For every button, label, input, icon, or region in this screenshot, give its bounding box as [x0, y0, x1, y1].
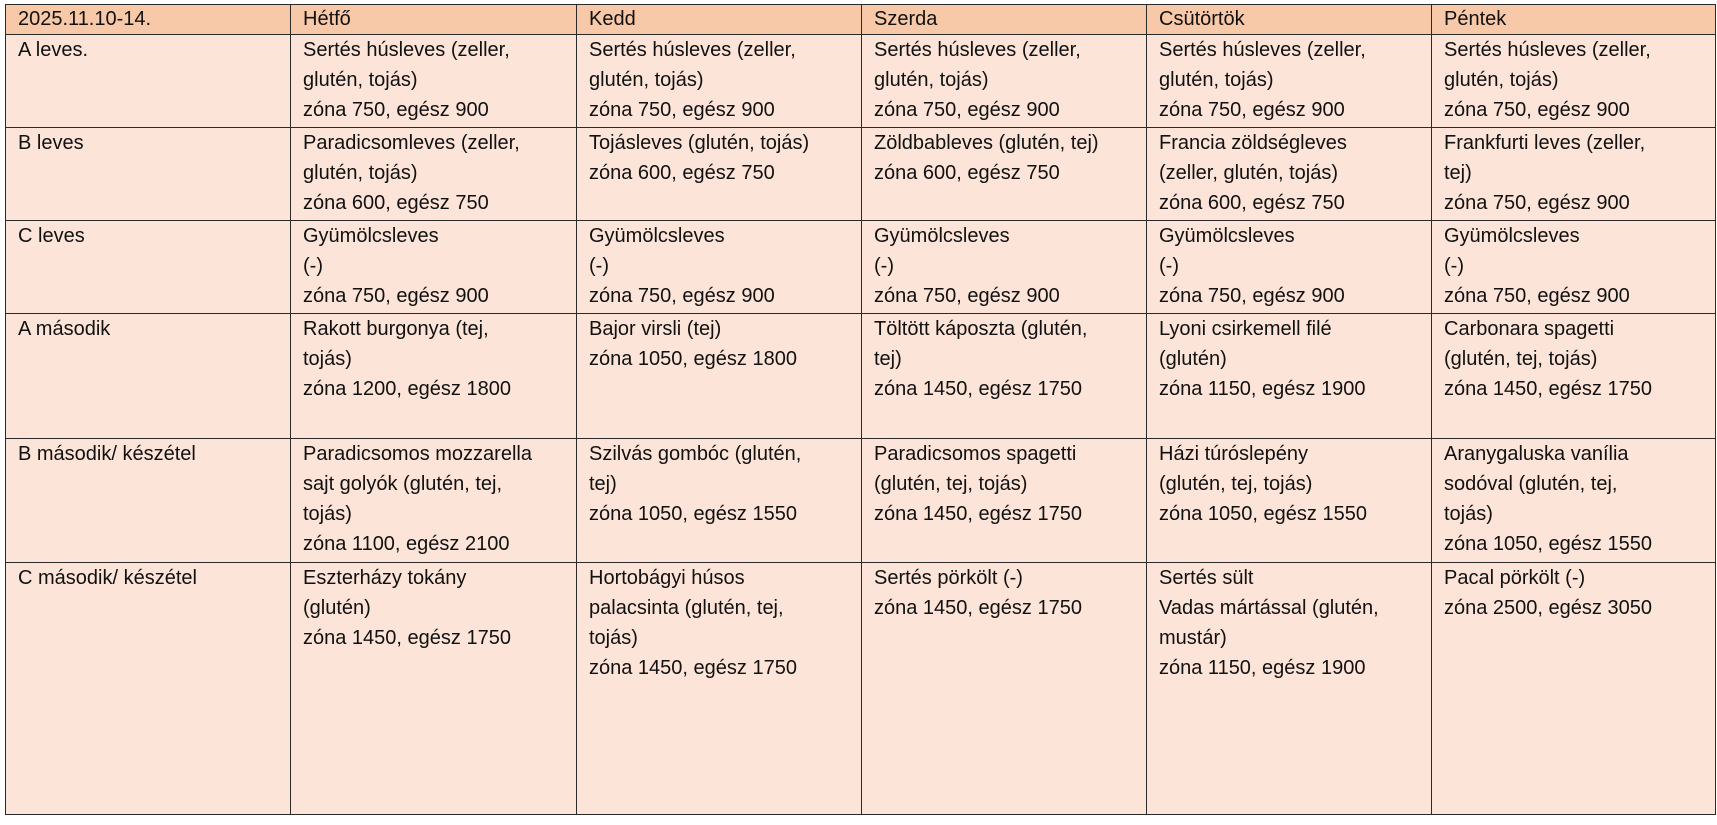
menu-cell-line: Gyümölcsleves: [303, 225, 439, 247]
menu-cell-line: Francia zöldségleves: [1159, 132, 1347, 154]
menu-cell-line: zóna 600, egész 750: [589, 162, 775, 184]
menu-cell-wednesday: [862, 35, 1147, 128]
menu-cell-line: glutén, tojás): [303, 162, 418, 184]
menu-cell-line: zóna 600, egész 750: [303, 192, 489, 214]
menu-cell-line: Gyümölcsleves: [874, 225, 1010, 247]
menu-cell-line: zóna 1450, egész 1750: [874, 378, 1082, 400]
menu-cell-line: zóna 1200, egész 1800: [303, 378, 511, 400]
menu-cell-line: (glutén, tej, tojás): [1159, 473, 1313, 495]
menu-cell-line: tej): [1444, 162, 1472, 184]
menu-cell-tuesday: [577, 563, 862, 815]
menu-cell-line: (-): [1444, 255, 1464, 277]
row-label: C leves: [6, 221, 291, 314]
menu-cell-line: tojás): [303, 348, 352, 370]
menu-cell-line: zóna 750, egész 900: [1444, 99, 1630, 121]
menu-cell-line: Bajor virsli (tej): [589, 318, 722, 340]
menu-cell-line: (glutén): [1159, 348, 1227, 370]
menu-cell-line: zóna 1050, egész 1550: [1444, 533, 1652, 555]
menu-cell-line: zóna 1150, egész 1900: [1159, 378, 1366, 400]
menu-cell-tuesday: [577, 314, 862, 439]
menu-cell-line: zóna 1050, egész 1550: [589, 503, 797, 525]
menu-cell-wednesday: [862, 563, 1147, 815]
menu-cell-line: Sertés pörkölt (-): [874, 567, 1023, 589]
menu-cell-line: Házi túróslepény: [1159, 443, 1308, 465]
menu-cell-line: Sertés húsleves (zeller,: [589, 39, 796, 61]
menu-cell-line: sajt golyók (glutén, tej,: [303, 473, 502, 495]
menu-cell-line: Frankfurti leves (zeller,: [1444, 132, 1646, 154]
menu-cell-line: (-): [874, 255, 894, 277]
a-main-row: [6, 314, 1716, 439]
row-label: A leves.: [6, 35, 291, 128]
menu-cell-line: zóna 750, egész 900: [1159, 99, 1345, 121]
menu-cell-wednesday: [862, 128, 1147, 221]
menu-cell-line: (zeller, glutén, tojás): [1159, 162, 1338, 184]
menu-cell-wednesday: [862, 221, 1147, 314]
menu-cell-line: Pacal pörkölt (-): [1444, 567, 1586, 589]
menu-cell-line: zóna 750, egész 900: [1159, 285, 1345, 307]
date-range-header: 2025.11.10-14.: [6, 5, 291, 35]
menu-cell-line: zóna 750, egész 900: [874, 285, 1060, 307]
menu-cell-monday: [291, 128, 577, 221]
menu-cell-line: zóna 1450, egész 1750: [874, 597, 1082, 619]
menu-cell-tuesday: [577, 221, 862, 314]
menu-cell-line: zóna 1050, egész 1550: [1159, 503, 1367, 525]
menu-cell-friday: [1432, 221, 1716, 314]
menu-cell-line: Sertés húsleves (zeller,: [1159, 39, 1366, 61]
menu-cell-line: (glutén, tej, tojás): [1444, 348, 1598, 370]
menu-cell-line: glutén, tojás): [303, 69, 418, 91]
row-label: B második/ készétel: [6, 439, 291, 563]
menu-cell-friday: [1432, 128, 1716, 221]
menu-cell-thursday: [1147, 563, 1432, 815]
menu-cell-line: zóna 750, egész 900: [303, 285, 489, 307]
menu-cell-tuesday: [577, 35, 862, 128]
menu-cell-line: Gyümölcsleves: [1159, 225, 1295, 247]
menu-cell-line: zóna 750, egész 900: [1444, 192, 1630, 214]
menu-cell-line: zóna 750, egész 900: [589, 285, 775, 307]
row-label: B leves: [6, 128, 291, 221]
menu-cell-line: Sertés húsleves (zeller,: [303, 39, 510, 61]
menu-cell-line: tojás): [1444, 503, 1493, 525]
row-label: A második: [6, 314, 291, 439]
menu-cell-friday: [1432, 35, 1716, 128]
menu-cell-friday: [1432, 439, 1716, 563]
menu-cell-line: zóna 2500, egész 3050: [1444, 597, 1652, 619]
menu-cell-thursday: [1147, 128, 1432, 221]
menu-cell-line: sodóval (glutén, tej,: [1444, 473, 1618, 495]
menu-cell-line: Rakott burgonya (tej,: [303, 318, 489, 340]
menu-cell-line: Paradicsomos spagetti: [874, 443, 1077, 465]
menu-cell-line: Sertés húsleves (zeller,: [874, 39, 1081, 61]
menu-cell-line: glutén, tojás): [1159, 69, 1274, 91]
menu-cell-line: Sertés húsleves (zeller,: [1444, 39, 1651, 61]
a-soup-row: [6, 35, 1716, 128]
menu-cell-line: Szilvás gombóc (glutén,: [589, 443, 802, 465]
b-soup-row: [6, 128, 1716, 221]
menu-cell-line: Töltött káposzta (glutén,: [874, 318, 1088, 340]
menu-cell-tuesday: [577, 439, 862, 563]
menu-cell-line: zóna 1450, egész 1750: [874, 503, 1082, 525]
menu-cell-friday: [1432, 563, 1716, 815]
menu-cell-line: (glutén, tej, tojás): [874, 473, 1028, 495]
day-header-friday: Péntek: [1432, 5, 1716, 35]
menu-cell-line: zóna 1450, egész 1750: [1444, 378, 1652, 400]
menu-cell-line: (-): [589, 255, 609, 277]
menu-cell-line: (-): [303, 255, 323, 277]
menu-cell-wednesday: [862, 314, 1147, 439]
c-main-row: [6, 563, 1716, 815]
weekly-menu-table: [5, 4, 1716, 815]
menu-cell-monday: [291, 314, 577, 439]
menu-cell-line: zóna 1450, egész 1750: [303, 627, 511, 649]
menu-cell-monday: [291, 439, 577, 563]
menu-cell-monday: [291, 35, 577, 128]
menu-cell-line: tojás): [303, 503, 352, 525]
menu-cell-line: Gyümölcsleves: [589, 225, 725, 247]
menu-cell-thursday: [1147, 314, 1432, 439]
menu-cell-line: Aranygaluska vanília: [1444, 443, 1629, 465]
menu-cell-line: Zöldbableves (glutén, tej): [874, 132, 1099, 154]
menu-cell-line: glutén, tojás): [874, 69, 989, 91]
menu-cell-monday: [291, 221, 577, 314]
day-header-tuesday: Kedd: [577, 5, 862, 35]
menu-cell-line: zóna 1150, egész 1900: [1159, 657, 1366, 679]
menu-cell-line: zóna 1050, egész 1800: [589, 348, 797, 370]
menu-cell-monday: [291, 563, 577, 815]
menu-cell-line: Sertés sült: [1159, 567, 1254, 589]
menu-cell-line: Paradicsomleves (zeller,: [303, 132, 520, 154]
menu-cell-thursday: [1147, 35, 1432, 128]
menu-cell-tuesday: [577, 128, 862, 221]
menu-cell-line: (-): [1159, 255, 1179, 277]
menu-cell-thursday: [1147, 221, 1432, 314]
menu-cell-line: Gyümölcsleves: [1444, 225, 1580, 247]
day-header-wednesday: Szerda: [862, 5, 1147, 35]
menu-cell-friday: [1432, 314, 1716, 439]
menu-cell-line: zóna 600, egész 750: [1159, 192, 1345, 214]
menu-cell-line: zóna 600, egész 750: [874, 162, 1060, 184]
menu-cell-line: glutén, tojás): [1444, 69, 1559, 91]
menu-cell-line: Carbonara spagetti: [1444, 318, 1615, 340]
menu-cell-wednesday: [862, 439, 1147, 563]
menu-cell-line: zóna 750, egész 900: [589, 99, 775, 121]
menu-cell-line: glutén, tojás): [589, 69, 704, 91]
b-main-row: [6, 439, 1716, 563]
menu-cell-line: Vadas mártással (glutén,: [1159, 597, 1379, 619]
menu-cell-line: zóna 750, egész 900: [874, 99, 1060, 121]
menu-cell-line: palacsinta (glutén, tej,: [589, 597, 784, 619]
menu-cell-line: zóna 750, egész 900: [303, 99, 489, 121]
header-row: [6, 5, 1716, 35]
menu-cell-line: Lyoni csirkemell filé: [1159, 318, 1332, 340]
menu-cell-line: zóna 1450, egész 1750: [589, 657, 797, 679]
menu-cell-line: mustár): [1159, 627, 1227, 649]
menu-cell-line: tej): [874, 348, 902, 370]
c-soup-row: [6, 221, 1716, 314]
day-header-monday: Hétfő: [291, 5, 577, 35]
menu-cell-line: Paradicsomos mozzarella: [303, 443, 532, 465]
menu-cell-thursday: [1147, 439, 1432, 563]
menu-cell-line: zóna 1100, egész 2100: [303, 533, 510, 555]
menu-cell-line: tej): [589, 473, 617, 495]
menu-cell-line: zóna 750, egész 900: [1444, 285, 1630, 307]
menu-cell-line: Hortobágyi húsos: [589, 567, 745, 589]
day-header-thursday: Csütörtök: [1147, 5, 1432, 35]
menu-cell-line: Tojásleves (glutén, tojás): [589, 132, 810, 154]
menu-cell-line: Eszterházy tokány: [303, 567, 467, 589]
row-label: C második/ készétel: [6, 563, 291, 815]
menu-cell-line: tojás): [589, 627, 638, 649]
menu-cell-line: (glutén): [303, 597, 371, 619]
